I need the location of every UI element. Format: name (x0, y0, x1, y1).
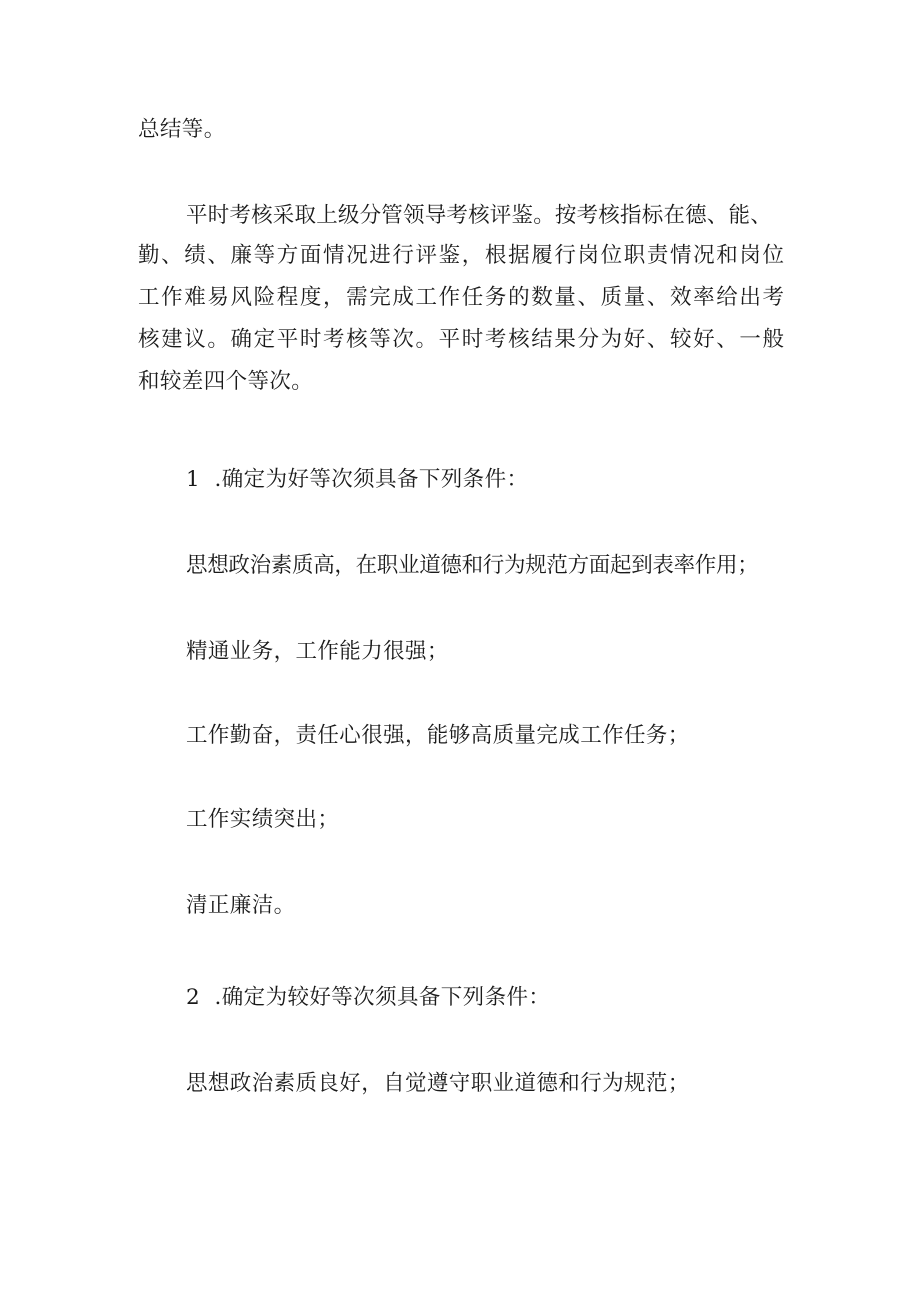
paragraph-line-1: 平时考核采取上级分管领导考核评鉴。按考核指标在德、能、 (186, 203, 772, 228)
section-2-item-1: 思想政治素质良好，自觉遵守职业道德和行为规范； (186, 1071, 690, 1096)
continuation-text: 总结等。 (138, 117, 226, 142)
paragraph-line-4: 核建议。确定平时考核等次。平时考核结果分为好、较好、一般 (138, 327, 784, 352)
paragraph-line-3: 工作难易风险程度，需完成工作任务的数量、质量、效率给出考 (138, 285, 784, 310)
paragraph-line-2: 勤、绩、廉等方面情况进行评鉴，根据履行岗位职责情况和岗位 (138, 243, 784, 268)
section-2-heading: 2 .确定为较好等次须具备下列条件： (186, 985, 551, 1010)
section-1-item-4: 工作实绩突出； (186, 807, 340, 832)
paragraph-line-5: 和较差四个等次。 (138, 369, 314, 394)
section-1-item-2: 精通业务，工作能力很强； (186, 639, 449, 664)
section-1-item-1: 思想政治素质高，在职业道德和行为规范方面起到表率作用； (186, 553, 759, 578)
section-1-item-5: 清正廉洁。 (186, 893, 296, 918)
section-1-heading: 1 .确定为好等次须具备下列条件： (186, 467, 529, 492)
section-1-item-3: 工作勤奋，责任心很强，能够高质量完成工作任务； (186, 723, 690, 748)
